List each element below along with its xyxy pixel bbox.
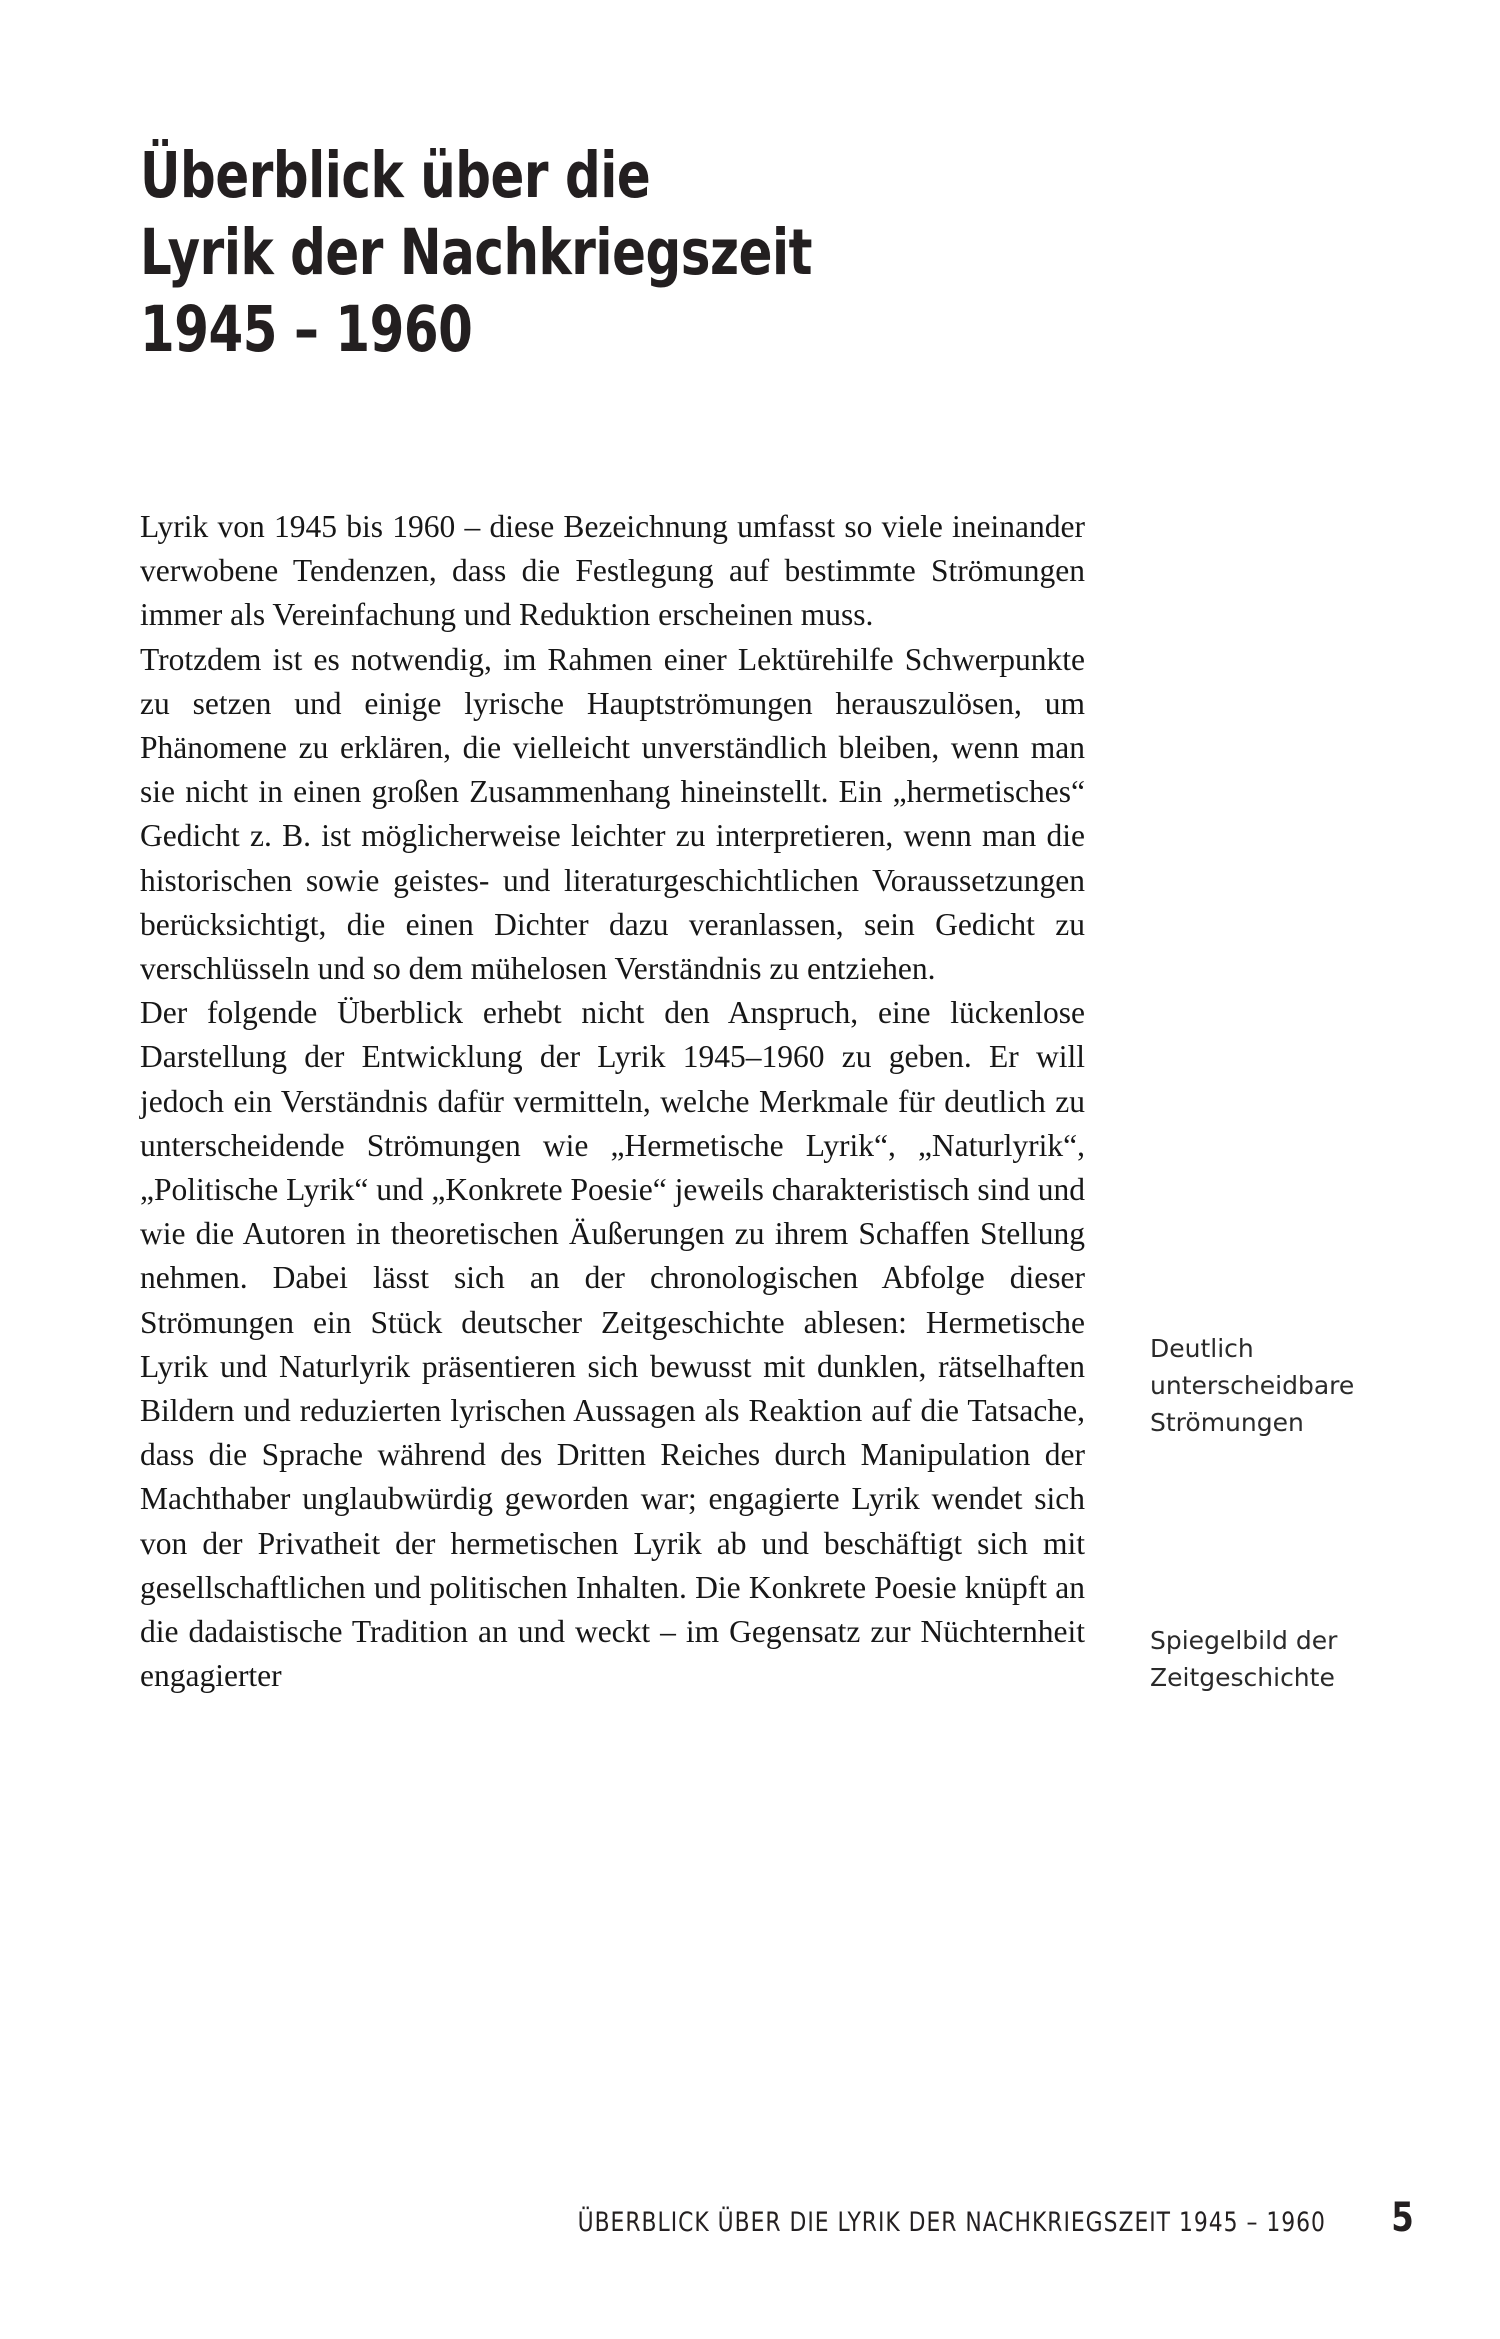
body-paragraph-3: Der folgende Überblick erhebt nicht den Anspruch, eine lückenlose Darstellung der Entwicklung der Lyrik 1945–1960 zu geben. Er will jedoch ein Verständnis dafür vermitteln, welche Merkmale für deutlich zu unterscheidende Strömungen wie „Hermetische Lyrik“, „Naturlyrik“, „Politische Lyrik“ und „Konkrete Poesie“ jeweils charakteristisch sind und wie die Autoren in theoretischen Äußerungen zu ihrem Schaffen Stellung nehmen. Dabei lässt sich an der chronologischen Abfolge dieser Strömungen ein Stück deutscher Zeitgeschichte ablesen: Hermetische Lyrik und Naturlyrik präsentieren sich bewusst mit dunklen, rätselhaften Bildern und reduzierten lyrischen Aussagen als Reaktion auf die Tatsache, dass die Sprache während des Dritten Reiches durch Manipulation der Machthaber unglaubwürdig geworden war; engagierte Lyrik wendet sich von der Privatheit der hermetischen Lyrik ab und beschäftigt sich mit gesellschaftlichen und politischen Inhalten. Die Konkrete Poesie knüpft an die dadaistische Tradition an und weckt – im Gegensatz zur Nüchternheit engagierter (140, 995, 1085, 1694)
body-text-column (140, 505, 1085, 1698)
page-title-line-3: 1945 – 1960 (140, 292, 473, 366)
page-title-line-1: Überblick über die (140, 139, 651, 213)
margin-note-deutlich-unterscheidbare-stroemungen: Deutlich unterscheidbare Strömungen (1150, 1334, 1355, 1437)
body-paragraph-2: Trotzdem ist es notwendig, im Rahmen einer Lektürehilfe Schwerpunkte zu setzen und einige lyrische Hauptströmungen herauszulösen, um Phänomene zu erklären, die vielleicht unverständlich bleiben, wenn man sie nicht in einen großen Zusammenhang hineinstellt. Ein „hermetisches“ Gedicht z. B. ist möglicherweise leichter zu interpretieren, wenn man die historischen sowie geistes- und literaturgeschichtlichen Voraussetzungen berücksichtigt, die einen Dichter dazu veranlassen, sein Gedicht zu verschlüsseln und so dem mühelosen Verständnis zu entziehen. (140, 641, 1085, 987)
page-title (140, 138, 1020, 369)
page-footer (140, 2195, 1415, 2258)
margin-note-spiegelbild-der-zeitgeschichte: Spiegelbild der Zeitgeschichte (1150, 1626, 1338, 1692)
footer-page-number: 5 (1391, 2195, 1414, 2241)
footer-running-title: ÜBERBLICK ÜBER DIE LYRIK DER NACHKRIEGSZEIT 1945 – 1960 (578, 2207, 1327, 2238)
body-paragraph-1: Lyrik von 1945 bis 1960 – diese Bezeichnung umfasst so viele ineinander verwobene Tendenzen, dass die Festlegung auf bestimmte Strömungen immer als Vereinfachung und Reduktion erscheinen muss. (140, 509, 1085, 633)
page-title-line-2: Lyrik der Nachkriegszeit (140, 216, 813, 290)
